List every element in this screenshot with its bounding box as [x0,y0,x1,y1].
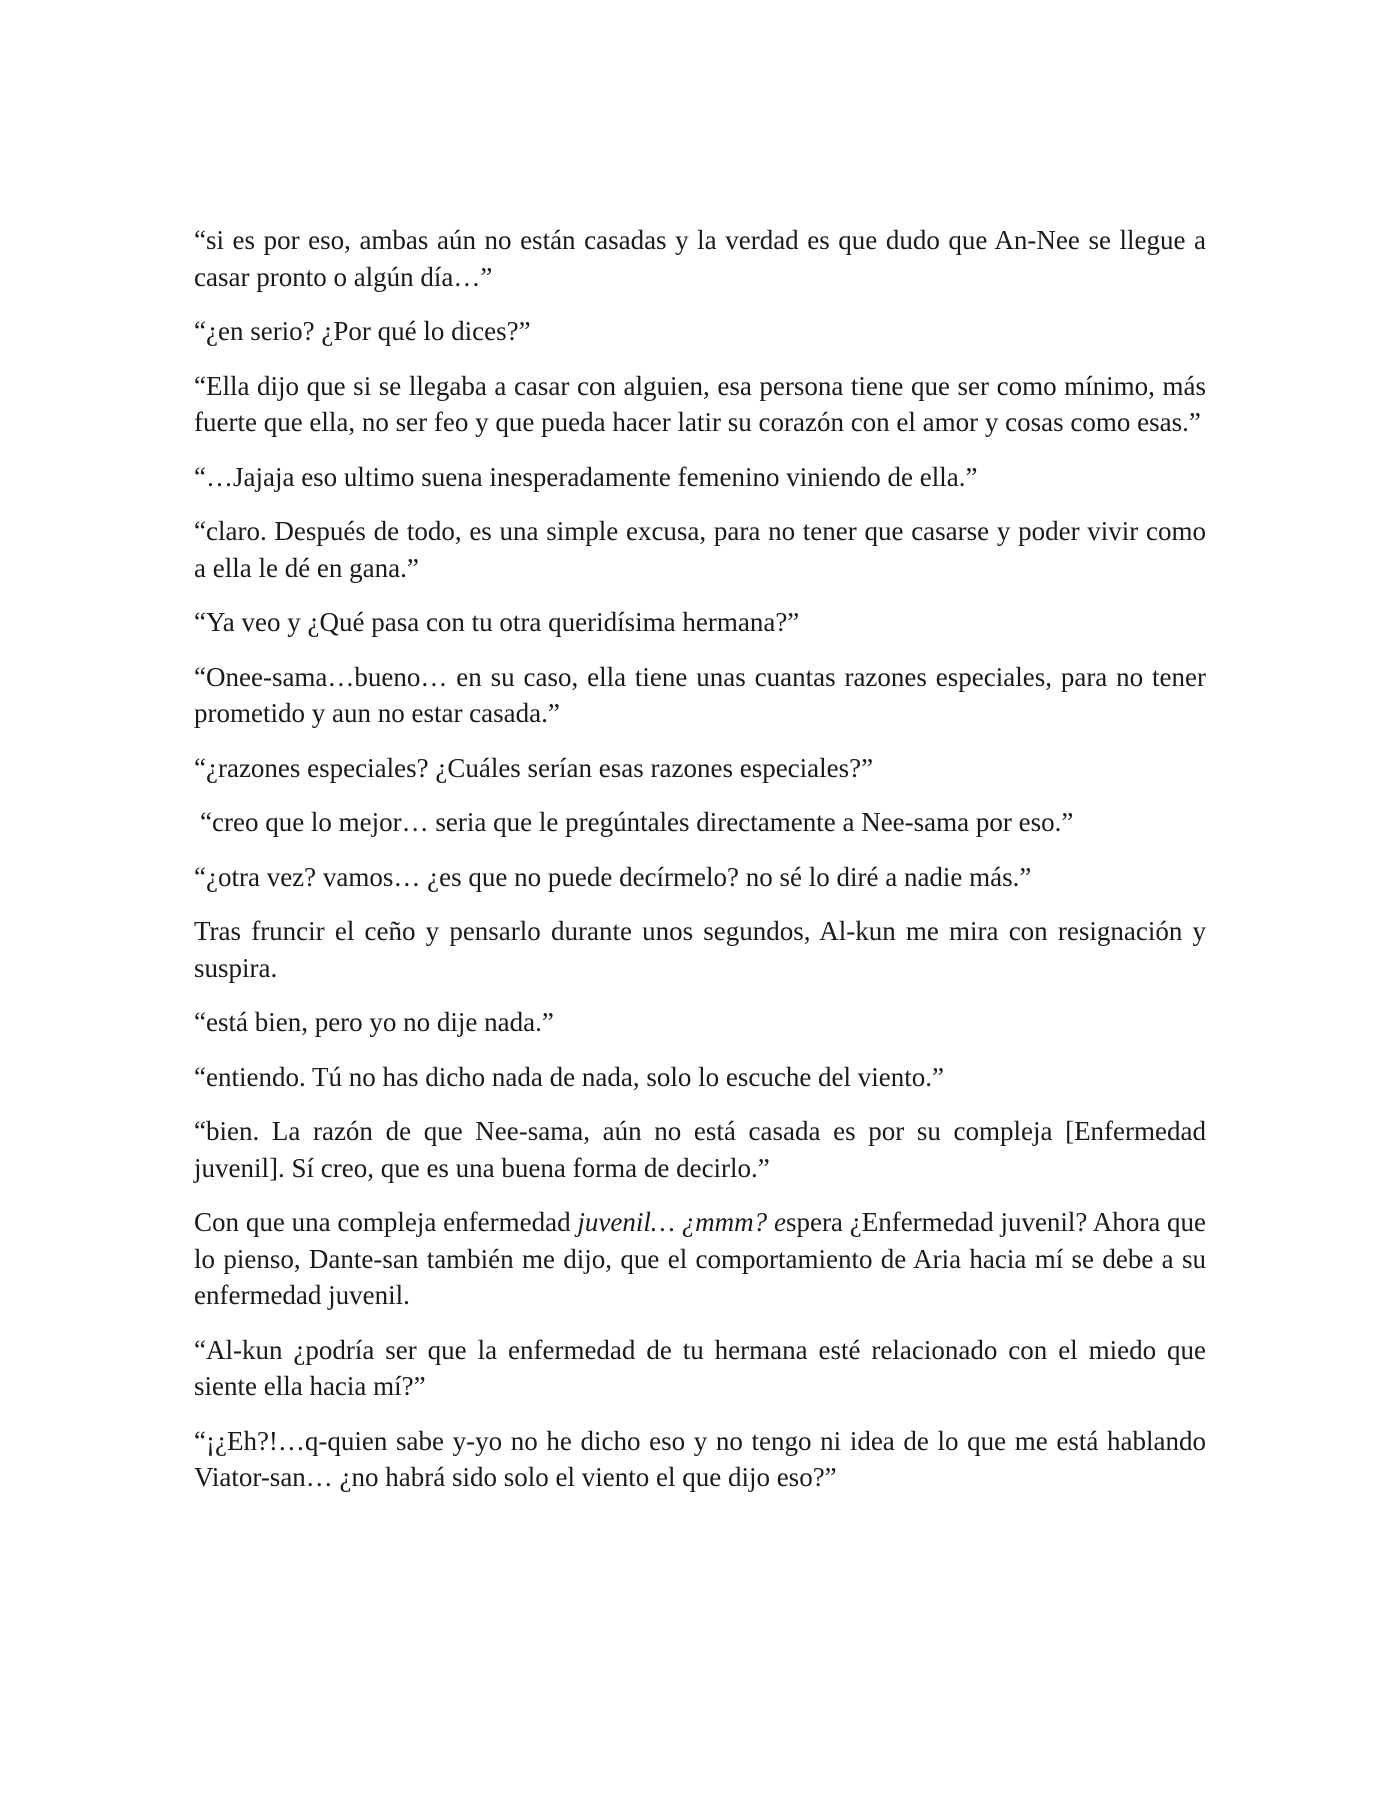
paragraph-8: “¿razones especiales? ¿Cuáles serían esas razones especiales?” [194,752,874,783]
document-body [194,222,1206,1514]
paragraph-1: “si es por eso, ambas aún no están casadas y la verdad es que dudo que An-Nee se llegue a casar pronto o algún día…” [194,225,1206,292]
paragraph-15-start: Con que una compleja enfermedad [194,1207,578,1237]
paragraph-11: Tras fruncir el ceño y pensarlo durante unos segundos, Al-kun me mira con resignación y suspira. [194,916,1206,983]
paragraph-15-end: spera ¿Enfermedad juvenil? Ahora que lo pienso, Dante-san también me dijo, que el comportamiento de Aria hacia mí se debe a su enfermedad juvenil. [194,1207,1206,1310]
paragraph-4: “…Jajaja eso ultimo suena inesperadamente femenino viniendo de ella.” [194,461,978,492]
paragraph-5: “claro. Después de todo, es una simple excusa, para no tener que casarse y poder vivir como a ella le dé en gana.” [194,516,1206,583]
paragraph-14: “bien. La razón de que Nee-sama, aún no está casada es por su compleja [Enfermedad juvenil]. Sí creo, que es una buena forma de decirlo.” [194,1116,1206,1183]
paragraph-15 [194,1204,1206,1314]
paragraph-7: “Onee-sama…bueno… en su caso, ella tiene unas cuantas razones especiales, para no tener prometido y aun no estar casada.” [194,661,1206,728]
paragraph-6: “Ya veo y ¿Qué pasa con tu otra queridísima hermana?” [194,607,800,637]
paragraph-10: “¿otra vez? vamos… ¿es que no puede decírmelo? no sé lo diré a nadie más.” [194,861,1032,892]
paragraph-16: “Al-kun ¿podría ser que la enfermedad de tu hermana esté relacionado con el miedo que siente ella hacia mí?” [194,1334,1206,1401]
paragraph-13: “entiendo. Tú no has dicho nada de nada, solo lo escuche del viento.” [194,1061,945,1092]
paragraph-2: “¿en serio? ¿Por qué lo dices?” [194,316,531,346]
paragraph-12: “está bien, pero yo no dije nada.” [194,1007,554,1037]
paragraph-15-italic: juvenil… ¿mmm? e [577,1207,786,1237]
paragraph-3: “Ella dijo que si se llegaba a casar con alguien, esa persona tiene que ser como mínimo, más fuerte que ella, no ser feo y que pueda hacer latir su corazón con el amor y cosas como esas.” [194,370,1206,437]
paragraph-17: “¡¿Eh?!…q-quien sabe y-yo no he dicho eso y no tengo ni idea de lo que me está hablando Viator-san… ¿no habrá sido solo el viento el que dijo eso?” [194,1425,1206,1492]
paragraph-9: “creo que lo mejor… seria que le pregúntales directamente a Nee-sama por eso.” [200,807,1074,837]
